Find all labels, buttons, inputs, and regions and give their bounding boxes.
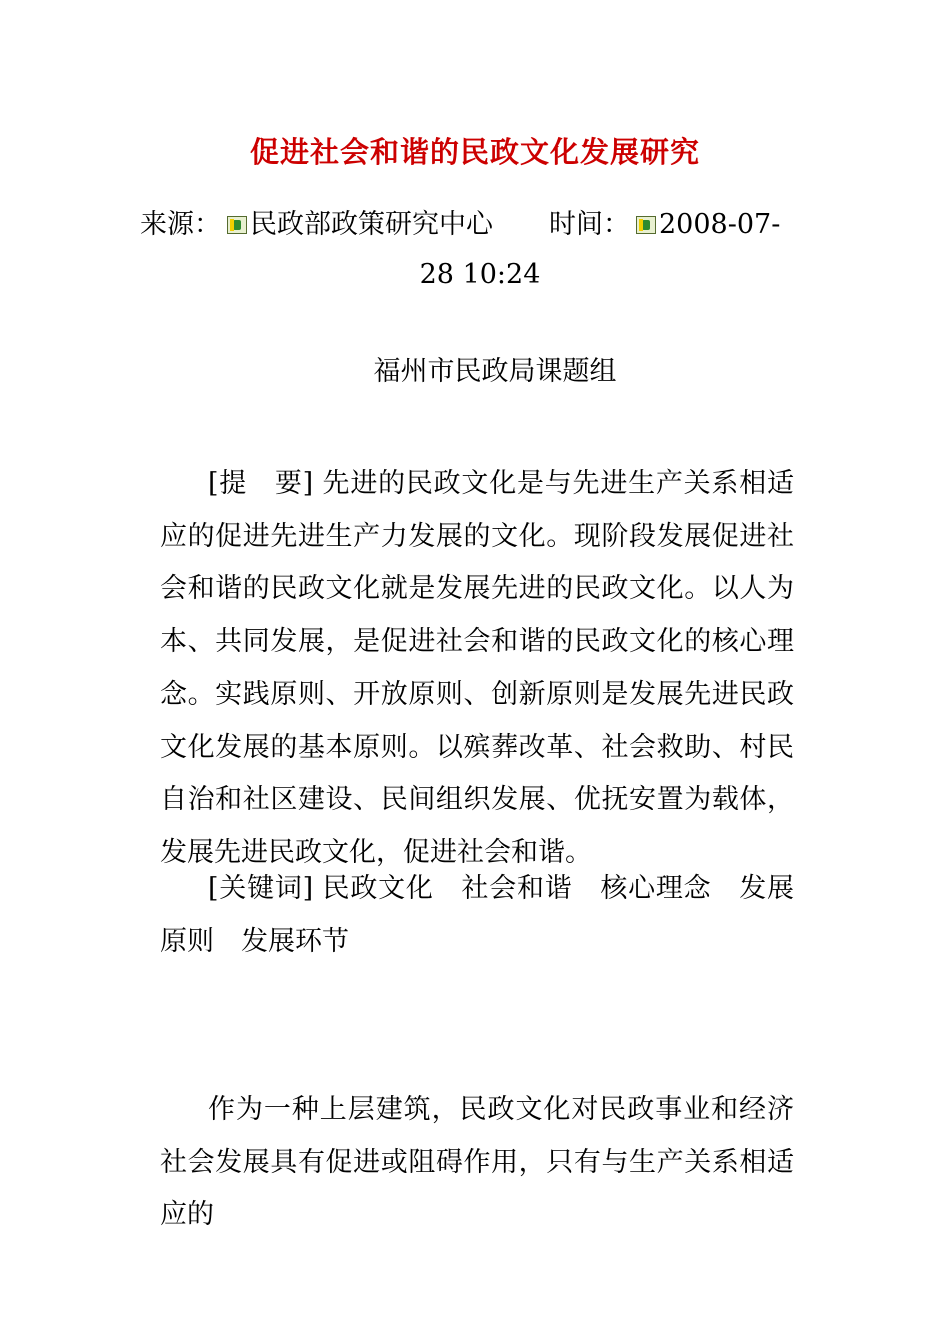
author-line: 福州市民政局课题组 (373, 356, 617, 387)
meta-row-continued (140, 250, 820, 300)
abstract-paragraph: [提 要] 先进的民政文化是与先进生产关系相适应的促进先进生产力发展的文化。现阶段发展促进社会和谐的民政文化就是发展先进的民政文化。以人为本、共同发展，是促进社会和谐的民政文化的核心理念。实践原则、开放原则、创新原则是发展先进民政文化发展的基本原则。以殡葬改革、社会救助、村民自治和社区建设、民间组织发展、优抚安置为载体，发展先进民政文化，促进社会和谐。 (160, 468, 794, 868)
article-title: 促进社会和谐的民政文化发展研究 (249, 135, 700, 169)
body-paragraph: 作为一种上层建筑，民政文化对民政事业和经济社会发展具有促进或阻碍作用，只有与生产关系相适应的 (160, 1094, 794, 1231)
source-value[interactable]: 民政部政策研究中心 (250, 209, 493, 240)
document-link-icon (636, 216, 656, 234)
time-value-part1: 2008-07- (659, 209, 781, 240)
source-label: 来源： (140, 209, 221, 240)
time-label: 时间： (549, 209, 630, 240)
time-value-part2: 28 10:24 (419, 259, 541, 290)
keywords-paragraph: [关键词] 民政文化 社会和谐 核心理念 发展原则 发展环节 (160, 873, 794, 957)
document-link-icon (227, 216, 247, 234)
article-meta (140, 200, 820, 300)
meta-row (140, 200, 820, 250)
